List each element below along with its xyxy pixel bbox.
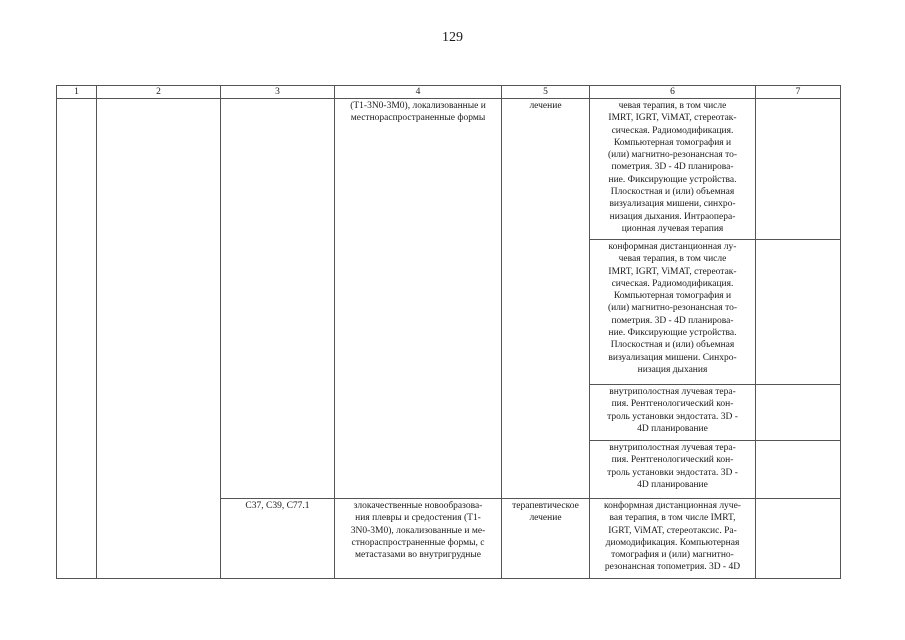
- cell-col7: [756, 99, 841, 240]
- column-header-6: 6: [590, 86, 756, 99]
- method-text: конформная дистанционная луче- вая терапия, в том числе IMRT, IGRT, ViMAT, стереотаксис. Ра- диомодификация. Компьютерная томография и (или) магнитно- резонансная топометрия. 3D - 4D: [604, 501, 741, 573]
- diagnosis-text: злокачественные новообразова- ния плевры и средостения (T1- 3N0-3M0), локализованные и ме- стнораспространенные формы, с метастазами во внутригрудные: [350, 501, 486, 561]
- cell-method: [590, 240, 756, 385]
- treatment-text: лечение: [529, 101, 562, 111]
- cell-method: [590, 441, 756, 499]
- method-text: конформная дистанционная лу- чевая терапия, в том числе IMRT, IGRT, ViMAT, стереотак- сическая. Радиомодификация. Компьютерная томография и (или) магнитно-резонансная то- пометрия. 3D - 4D планирова- ние. Фиксирующие устройства. Плоскостная и (или) объемная визуализация мишени. Синхро- низация дыхания: [607, 242, 738, 375]
- method-text: внутриполостная лучевая тера- пия. Рентгенологический кон- троль установки эндостата. 3D - 4D планирование: [607, 443, 738, 490]
- method-text: внутриполостная лучевая тера- пия. Рентгенологический кон- троль установки эндостата. 3D - 4D планирование: [607, 387, 738, 434]
- diagnosis-text: (T1-3N0-3M0), локализованные и местнораспространенные формы: [350, 101, 486, 124]
- cell-method: [590, 499, 756, 579]
- column-header-1: 1: [57, 86, 97, 99]
- treatment-text: терапевтическое лечение: [512, 501, 579, 524]
- cell-col7: [756, 499, 841, 579]
- cell-codes-empty: [221, 99, 335, 499]
- cell-treatment: [502, 99, 590, 499]
- column-header-7: 7: [756, 86, 841, 99]
- cell-col2: [97, 99, 221, 579]
- cell-codes: [221, 499, 335, 579]
- cell-method: [590, 385, 756, 441]
- cell-method: [590, 99, 756, 240]
- cell-diagnosis: [335, 499, 502, 579]
- table-row: [57, 99, 841, 240]
- column-header-5: 5: [502, 86, 590, 99]
- cell-diagnosis: [335, 99, 502, 499]
- page-number: 129: [442, 30, 463, 45]
- column-header-3: 3: [221, 86, 335, 99]
- medical-table: [56, 85, 841, 579]
- cell-col7: [756, 385, 841, 441]
- column-header-4: 4: [335, 86, 502, 99]
- cell-col1: [57, 99, 97, 579]
- codes-text: C37, C39, C77.1: [245, 501, 310, 511]
- method-text: чевая терапия, в том числе IMRT, IGRT, ViMAT, стереотак- сическая. Радиомодификация. Компьютерная томография и (или) магнитно-резонансная то- пометрия. 3D - 4D планирова- ние. Фиксирующие устройства. Плоскостная и (или) объемная визуализация мишени, синхро- низация дыхания. Интраопера- ционная лучевая терапия: [607, 101, 738, 234]
- cell-col7: [756, 441, 841, 499]
- header-row: [57, 86, 841, 99]
- column-header-2: 2: [97, 86, 221, 99]
- cell-col7: [756, 240, 841, 385]
- cell-treatment: [502, 499, 590, 579]
